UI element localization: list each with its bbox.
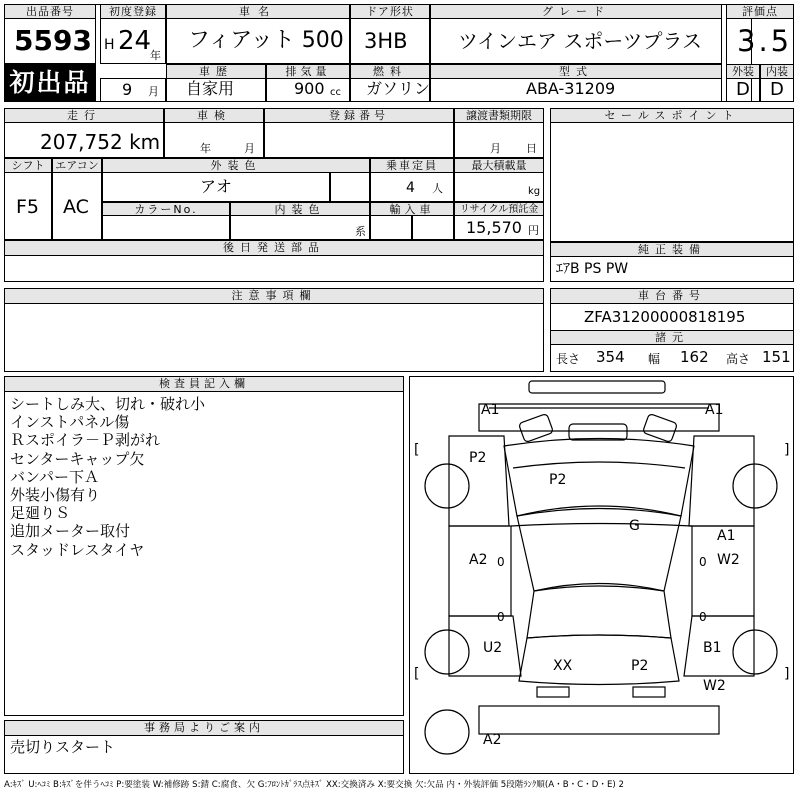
displacement: 900 xyxy=(294,79,325,98)
mark-a2-left: A2 xyxy=(469,552,488,568)
mark-a2-bottom: A2 xyxy=(483,732,502,748)
inspector-notes xyxy=(10,395,205,559)
inspector-note: Ｒスポイラ－Ｐ剥がれ xyxy=(10,431,161,450)
inspector-label: 検査員記入欄 xyxy=(4,376,404,392)
inspector-note: 外装小傷有り xyxy=(10,486,101,505)
mark-a1-right: A1 xyxy=(705,402,724,418)
import-label: 輸入車 xyxy=(370,202,454,216)
recycle-unit: 円 xyxy=(528,224,539,237)
svg-text:0: 0 xyxy=(497,610,505,624)
inspection-year-unit: 年 xyxy=(200,142,211,155)
svg-text:0: 0 xyxy=(699,555,707,569)
notes-cell xyxy=(4,303,544,372)
model-label: 型式 xyxy=(430,64,722,79)
office-label: 事務局よりご案内 xyxy=(4,720,404,736)
score: 3.5 xyxy=(737,24,793,58)
ext-color-extra-cell xyxy=(330,172,370,202)
headlight-right xyxy=(642,413,677,442)
transfer-month-unit: 月 xyxy=(490,142,501,155)
inspector-note: インストパネル傷 xyxy=(10,413,130,432)
chassis-label: 車台番号 xyxy=(550,288,794,304)
max-load-label: 最大積載量 xyxy=(454,158,544,173)
ac-label: エアコン xyxy=(52,158,102,173)
first-reg-label: 初度登録 xyxy=(100,4,166,19)
fuel-label: 燃料 xyxy=(350,64,430,79)
mark-w2-rear: W2 xyxy=(703,678,726,694)
transfer-day-unit: 日 xyxy=(526,142,537,155)
interior-label: 内装 xyxy=(760,64,794,79)
inspector-note: 追加メーター取付 xyxy=(10,522,131,541)
capacity-label: 乗車定員 xyxy=(370,158,454,173)
notes-label: 注意事項欄 xyxy=(4,288,544,304)
later-parts-cell xyxy=(4,255,544,282)
svg-text:0: 0 xyxy=(497,555,505,569)
ext-color: アオ xyxy=(200,177,232,196)
capacity: 4 xyxy=(406,180,415,196)
ac: AC xyxy=(63,196,89,218)
svg-text:[: [ xyxy=(414,666,420,682)
inspector-note: シートしみ大、切れ・破れ小 xyxy=(10,395,206,413)
door-label: ドア形状 xyxy=(350,4,430,19)
office-note: 売切りスタート xyxy=(10,738,116,756)
svg-text:]: ] xyxy=(784,442,790,458)
first-listing-badge: 初出品 xyxy=(4,64,96,102)
interior-grade: D xyxy=(770,79,784,100)
dims-cell xyxy=(550,344,794,372)
sales-point-cell xyxy=(550,122,794,242)
mark-u2: U2 xyxy=(483,640,503,656)
transfer-label: 譲渡書類期限 xyxy=(454,108,544,123)
mark-xx: XX xyxy=(553,658,573,674)
left-door xyxy=(449,526,511,616)
legend: A:ｷｽﾞ U:ﾍｺﾐ B:ｷｽﾞを伴うﾍｺﾐ P:要塗装 W:補修跡 S:錆 C:腐食、欠 G:ﾌﾛﾝﾄｶﾞﾗｽ点ｷｽﾞ XX:交換済み X:要交換 欠:欠品 内・外装評価 5段階ﾗﾝｸ順(A・B・C・D・E) 2 xyxy=(4,780,624,790)
later-parts-label: 後日発送部品 xyxy=(4,240,544,256)
month-unit: 月 xyxy=(148,85,159,98)
inspection-month-unit: 月 xyxy=(244,142,255,155)
mileage: 207,752 km xyxy=(40,130,161,154)
lot-number: 5593 xyxy=(14,24,92,57)
mark-p2-trunk: P2 xyxy=(631,658,649,674)
year-unit: 年 xyxy=(150,49,161,62)
width: 162 xyxy=(680,348,709,366)
width-label: 幅 xyxy=(648,352,661,366)
door-type: 3HB xyxy=(364,29,408,53)
recycle-label: リサイクル預託金 xyxy=(454,202,544,216)
displacement-label: 排気量 xyxy=(266,64,350,79)
rear-window xyxy=(527,586,671,638)
reg-no-label: 登録番号 xyxy=(264,108,454,123)
front-bumper xyxy=(529,381,665,393)
first-reg-month: 9 xyxy=(122,80,133,99)
mark-p2-left: P2 xyxy=(469,450,487,466)
car-name-label: 車名 xyxy=(166,4,350,19)
import-cell-a xyxy=(370,215,412,240)
tail-light-left xyxy=(537,687,569,697)
damage-diagram xyxy=(409,376,794,748)
score-label: 評価点 xyxy=(726,4,794,19)
rear-bumper xyxy=(479,706,719,734)
inspector-note: センターキャップ欠 xyxy=(10,449,145,468)
import-cell-b xyxy=(412,215,454,240)
reg-no-cell xyxy=(264,122,454,158)
mark-a1-left: A1 xyxy=(481,402,500,418)
exterior-grade: D xyxy=(736,79,750,100)
capacity-unit: 人 xyxy=(432,182,443,195)
grade: ツインエア スポーツプラス xyxy=(458,29,702,53)
lot-no-label: 出品番号 xyxy=(4,4,96,19)
height-label: 高さ xyxy=(726,352,751,366)
right-front-fender xyxy=(689,436,754,526)
history-label: 車歴 xyxy=(166,64,266,79)
wheel-rear-left xyxy=(425,630,469,674)
hood xyxy=(504,439,694,517)
sales-point-label: セールスポイント xyxy=(550,108,794,123)
inspector-note: 足廻りＳ xyxy=(10,504,71,523)
displacement-unit: cc xyxy=(330,87,341,98)
genuine-equipment: ｴｱB PS PW xyxy=(556,261,629,277)
grille xyxy=(569,424,627,440)
headlight-left xyxy=(518,413,553,442)
car-name: フィアット 500 xyxy=(188,28,344,53)
int-color-cell xyxy=(230,215,370,240)
mark-a1-rdoor: A1 xyxy=(717,528,736,544)
trunk xyxy=(519,635,679,685)
exterior-label: 外装 xyxy=(726,64,760,79)
inspector-note: スタッドレスタイヤ xyxy=(10,540,145,559)
shift: F5 xyxy=(16,196,40,218)
genuine-label: 純正装備 xyxy=(550,242,794,257)
color-no-cell xyxy=(102,215,230,240)
shift-label: シフト xyxy=(4,158,52,173)
roof xyxy=(517,506,681,591)
era: H xyxy=(104,37,115,53)
svg-text:]: ] xyxy=(784,666,790,682)
svg-text:0: 0 xyxy=(699,610,707,624)
mark-b1: B1 xyxy=(703,640,722,656)
mark-g: G xyxy=(629,518,640,534)
mark-p2-roof: P2 xyxy=(549,472,567,488)
wheel-spare xyxy=(425,710,469,754)
mileage-label: 走行 xyxy=(4,108,164,123)
int-color-unit: 系 xyxy=(355,225,366,238)
color-no-label: カラーNo. xyxy=(102,202,230,216)
chassis-number: ZFA31200000818195 xyxy=(584,308,746,326)
max-load-unit: kg xyxy=(528,186,541,197)
tail-light-right xyxy=(633,687,665,697)
length-label: 長さ xyxy=(556,352,581,366)
model-code: ABA-31209 xyxy=(526,79,616,98)
wheel-front-left xyxy=(425,464,469,508)
wheel-front-right xyxy=(733,464,777,508)
first-reg-year: 24 xyxy=(118,26,152,56)
height: 151 xyxy=(762,348,791,366)
svg-text:[: [ xyxy=(414,442,420,458)
history: 自家用 xyxy=(186,79,235,98)
wheel-rear-right xyxy=(733,630,777,674)
inspector-note: バンパー下Ａ xyxy=(10,467,99,486)
dims-label: 諸元 xyxy=(550,330,794,345)
recycle-fee: 15,570 xyxy=(466,218,522,237)
mark-w2-rdoor: W2 xyxy=(717,552,740,568)
length: 354 xyxy=(596,348,625,366)
fuel: ガソリン xyxy=(366,79,431,98)
grade-label: グレード xyxy=(430,4,722,19)
inspection-label: 車検 xyxy=(164,108,264,123)
ext-color-label: 外装色 xyxy=(102,158,370,173)
int-color-label: 内装色 xyxy=(230,202,370,216)
